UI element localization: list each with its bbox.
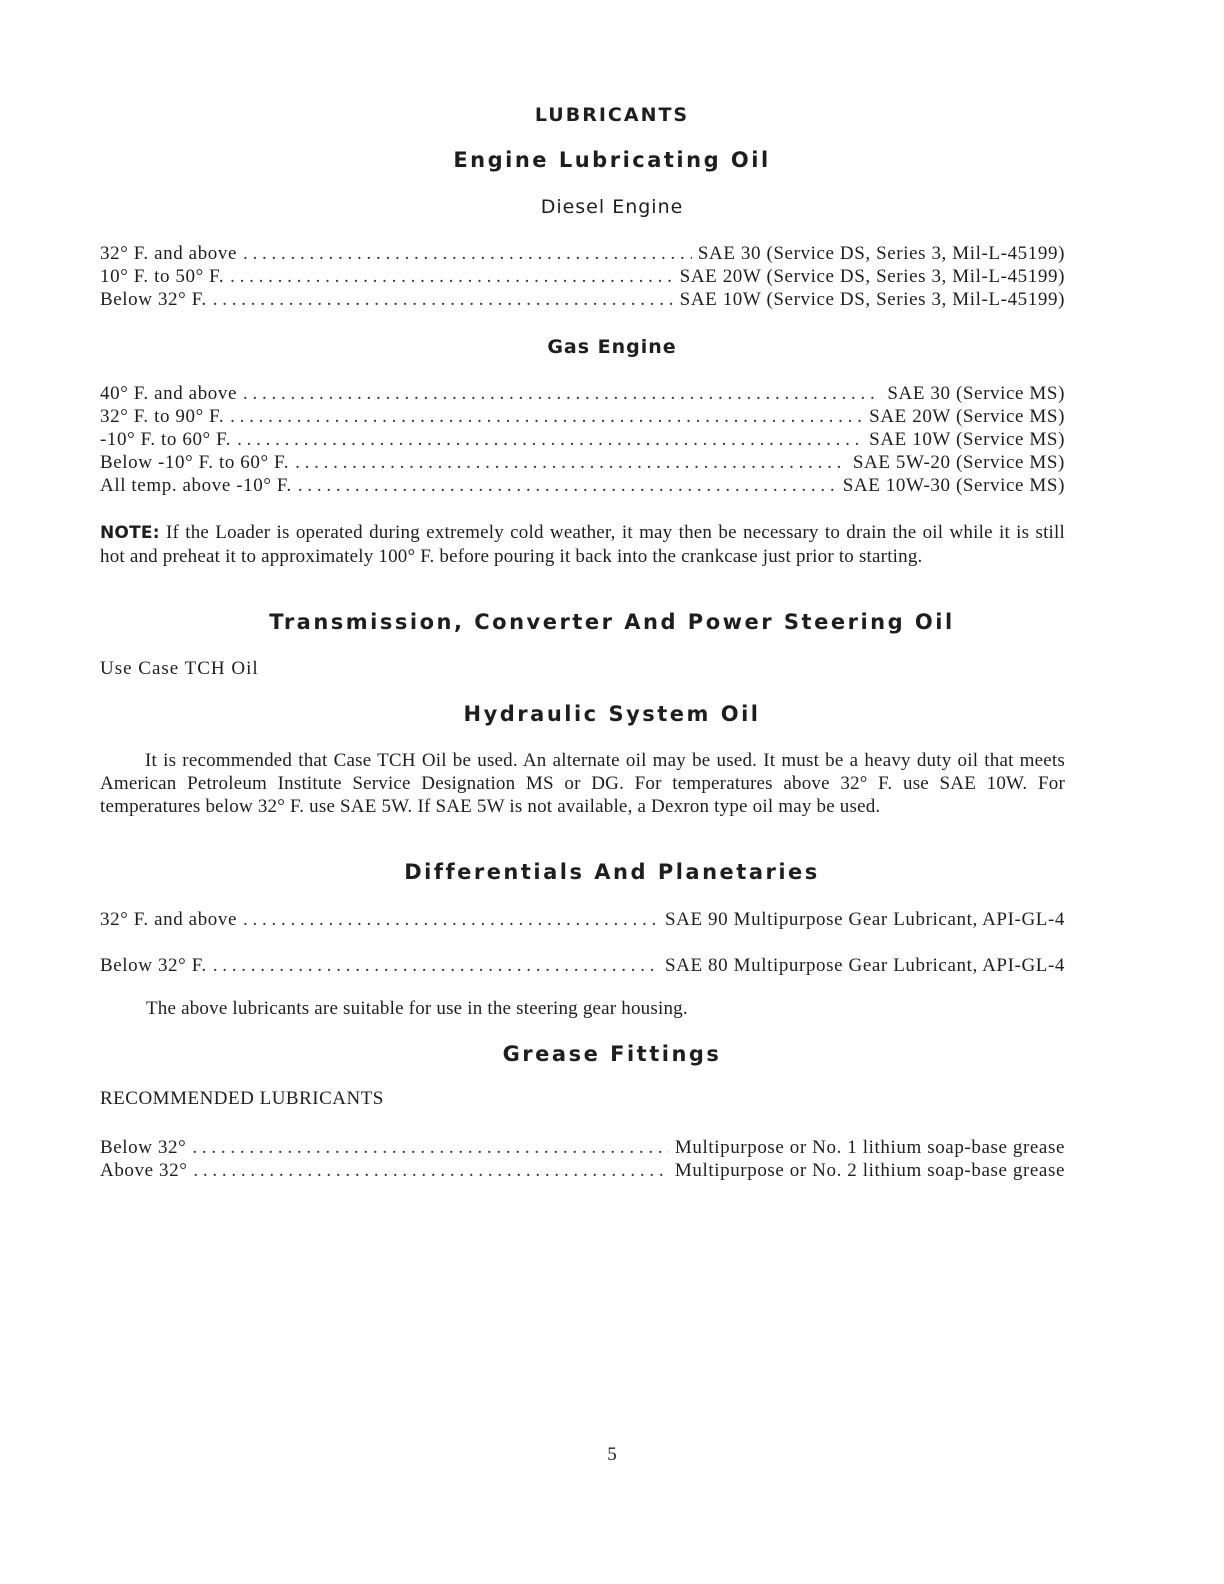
- differential-row: [100, 908, 1065, 931]
- temperature-label: 10° F. to 50° F.: [100, 266, 225, 287]
- temperature-label: Below 32° F.: [100, 289, 207, 310]
- differentials-heading: Differentials And Planetaries: [404, 860, 820, 884]
- gas-row: [100, 428, 1065, 451]
- gas-row: [100, 405, 1065, 428]
- grease-spec: Multipurpose or No. 1 lithium soap-base grease: [674, 1137, 1065, 1158]
- temperature-label: 40° F. and above: [100, 383, 238, 404]
- page-number: 5: [607, 1444, 617, 1465]
- dot-leader: [192, 1136, 669, 1159]
- oil-spec: SAE 10W-30 (Service MS): [842, 475, 1065, 496]
- temperature-label: Below 32°: [100, 1137, 187, 1158]
- note-label: NOTE:: [100, 523, 160, 543]
- page-title: LUBRICANTS: [534, 104, 690, 126]
- dot-leader: [193, 1159, 668, 1182]
- temperature-label: All temp. above -10° F.: [100, 475, 292, 496]
- grease-spec: Multipurpose or No. 2 lithium soap-base grease: [674, 1160, 1065, 1181]
- hydraulic-heading: Hydraulic System Oil: [463, 702, 761, 726]
- oil-spec: SAE 10W (Service MS): [869, 429, 1065, 450]
- dot-leader: [243, 242, 692, 265]
- transmission-text: Use Case TCH Oil: [100, 658, 259, 679]
- temperature-label: Above 32°: [100, 1160, 188, 1181]
- dot-leader: [237, 428, 863, 451]
- oil-spec: SAE 30 (Service MS): [887, 383, 1065, 404]
- oil-spec: SAE 10W (Service DS, Series 3, Mil-L-45199): [679, 289, 1065, 310]
- gas-row: [100, 474, 1065, 497]
- temperature-label: Below 32° F.: [100, 955, 207, 976]
- oil-spec: SAE 30 (Service DS, Series 3, Mil-L-45199): [697, 243, 1065, 264]
- dot-leader: [298, 474, 837, 497]
- temperature-label: Below -10° F. to 60° F.: [100, 452, 290, 473]
- temperature-label: 32° F. and above: [100, 909, 238, 930]
- gas-engine-heading: Gas Engine: [547, 336, 677, 358]
- dot-leader: [243, 382, 881, 405]
- cold-weather-note: [100, 521, 1065, 568]
- differential-row: [100, 954, 1065, 977]
- temperature-label: 32° F. to 90° F.: [100, 406, 225, 427]
- transmission-heading: Transmission, Converter And Power Steering Oil: [269, 610, 955, 634]
- dot-leader: [230, 405, 863, 428]
- diesel-row: [100, 265, 1065, 288]
- steering-gear-note: The above lubricants are suitable for use in the steering gear housing.: [146, 998, 688, 1019]
- recommended-lubricants-label: RECOMMENDED LUBRICANTS: [100, 1088, 384, 1109]
- hydraulic-text: It is recommended that Case TCH Oil be used. An alternate oil may be used. It must be a heavy duty oil that meets American Petroleum Institute Service Designation MS or DG. For temperatures above 32° F. use SAE 10W. For temperatures below 32° F. use SAE 5W. If SAE 5W is not available, a Dexron type oil may be used.: [100, 750, 1065, 817]
- oil-spec: SAE 20W (Service MS): [869, 406, 1065, 427]
- dot-leader: [230, 265, 673, 288]
- diesel-row: [100, 288, 1065, 311]
- grease-row: [100, 1159, 1065, 1182]
- oil-spec: SAE 5W-20 (Service MS): [852, 452, 1065, 473]
- temperature-label: -10° F. to 60° F.: [100, 429, 232, 450]
- grease-row: [100, 1136, 1065, 1159]
- diesel-row: [100, 242, 1065, 265]
- dot-leader: [243, 908, 659, 931]
- oil-spec: SAE 20W (Service DS, Series 3, Mil-L-45199): [679, 266, 1065, 287]
- dot-leader: [213, 288, 674, 311]
- diesel-engine-heading: Diesel Engine: [540, 196, 684, 218]
- dot-leader: [295, 451, 847, 474]
- engine-oil-heading: Engine Lubricating Oil: [453, 148, 771, 172]
- note-text: If the Loader is operated during extremely cold weather, it may then be necessary to drain the oil while it is still hot and preheat it to approximately 100° F. before pouring it back into the crankcase just prior to starting.: [100, 522, 1065, 567]
- temperature-label: 32° F. and above: [100, 243, 238, 264]
- gas-row: [100, 451, 1065, 474]
- dot-leader: [213, 954, 659, 977]
- lubricant-spec: SAE 80 Multipurpose Gear Lubricant, API-GL-4: [665, 955, 1065, 976]
- grease-heading: Grease Fittings: [502, 1042, 722, 1066]
- gas-row: [100, 382, 1065, 405]
- lubricant-spec: SAE 90 Multipurpose Gear Lubricant, API-GL-4: [665, 909, 1065, 930]
